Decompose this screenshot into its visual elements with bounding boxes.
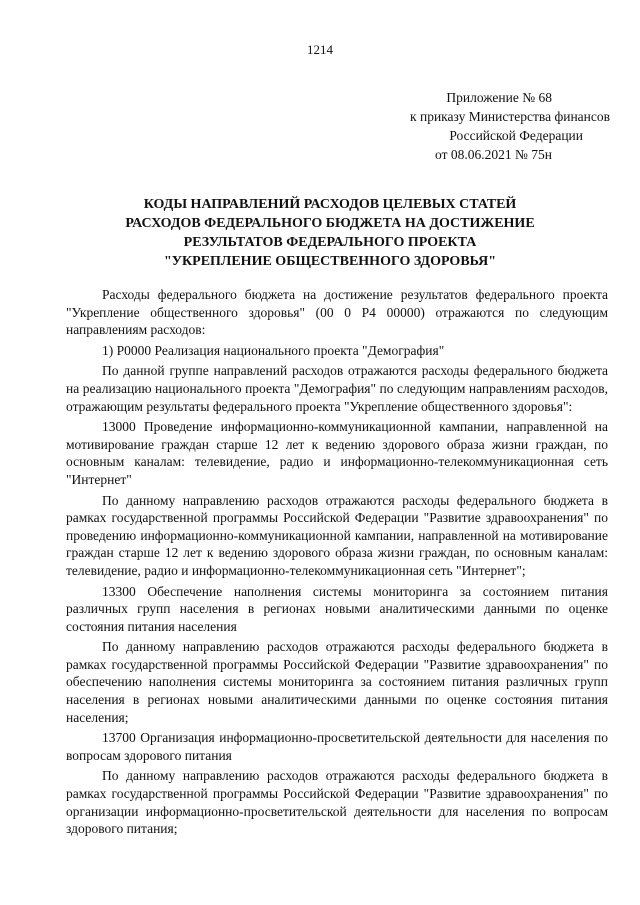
paragraph: По данному направлению расходов отражаются расходы федерального бюджета в рамках государственной программы Российской Федерации "Развитие здравоохранения" по проведению информационно-коммуникационной кампании, направленной на мотивирование граждан старше 12 лет к ведению здорового образа жизни граждан, по основным каналам: телевидение, радио и информационно-телекоммуникационная сеть "Интернет";: [66, 492, 608, 578]
title-line: КОДЫ НАПРАВЛЕНИЙ РАСХОДОВ ЦЕЛЕВЫХ СТАТЕЙ: [143, 197, 517, 212]
paragraph: 1) Р0000 Реализация национального проекта "Демография": [102, 342, 445, 358]
title-line: РЕЗУЛЬТАТОВ ФЕДЕРАЛЬНОГО ПРОЕКТА: [183, 235, 477, 250]
appendix-line: к приказу Министерства финансов: [410, 109, 610, 124]
paragraph: 13300 Обеспечение наполнения системы мониторинга за состоянием питания различных групп населения в регионах новыми аналитическими данными по оценке состояния питания населения: [66, 583, 608, 634]
paragraph: По данному направлению расходов отражаются расходы федерального бюджета в рамках государственной программы Российской Федерации "Развитие здравоохранения" по организации информационно-просветительской деятельности для населения по вопросам здорового питания;: [66, 768, 608, 837]
appendix-line: Приложение № 68: [446, 90, 552, 105]
appendix-line: от 08.06.2021 № 75н: [435, 147, 552, 162]
document-body: [66, 286, 608, 841]
paragraph: По данной группе направлений расходов отражаются расходы федерального бюджета на реализацию национального проекта "Демография" по следующим направлениям расходов, отражающим результаты федерального проекта "Укрепление общественного здоровья":: [66, 363, 608, 414]
paragraph: Расходы федерального бюджета на достижение результатов федерального проекта "Укрепление общественного здоровья" (00 0 Р4 00000) отражаются по следующим направлениям расходов:: [66, 287, 608, 338]
title-line: "УКРЕПЛЕНИЕ ОБЩЕСТВЕННОГО ЗДОРОВЬЯ": [163, 254, 497, 269]
paragraph: По данному направлению расходов отражаются расходы федерального бюджета в рамках государственной программы Российской Федерации "Развитие здравоохранения" по обеспечению наполнения системы мониторинга за состоянием питания различных групп населения в регионах новыми аналитическими данными по оценке состояния питания населения;: [66, 639, 608, 725]
paragraph: 13700 Организация информационно-просветительской деятельности для населения по вопросам здорового питания: [66, 730, 608, 763]
page-number: 1214: [307, 42, 333, 57]
appendix-line: Российской Федерации: [449, 128, 583, 143]
appendix-header: [360, 88, 610, 164]
paragraph: 13000 Проведение информационно-коммуникационной кампании, направленной на мотивирование граждан старше 12 лет к ведению здорового образа жизни граждан, по основным каналам: телевидение, радио и информационно-телекоммуникационная сеть "Интернет": [66, 419, 608, 487]
title-line: РАСХОДОВ ФЕДЕРАЛЬНОГО БЮДЖЕТА НА ДОСТИЖЕНИЕ: [125, 216, 535, 231]
document-title: [60, 195, 600, 271]
